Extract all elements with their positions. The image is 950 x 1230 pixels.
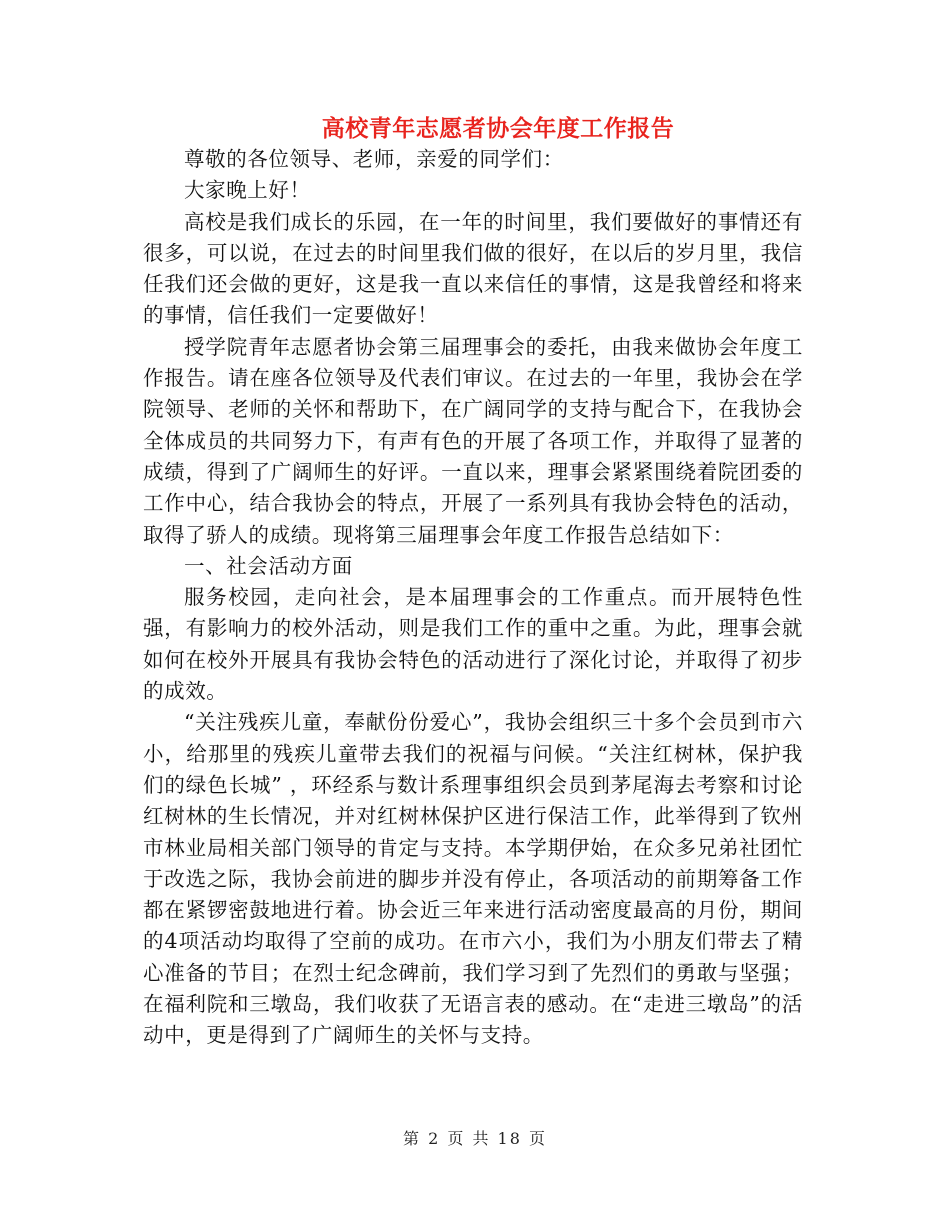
paragraph-report-overview: 授学院青年志愿者协会第三届理事会的委托，由我来做协会年度工作报告。请在座各位领导及代表们审议。在过去的一年里，我协会在学院领导、老师的关怀和帮助下，在广阔同学的支持与配合下，在我协会全体成员的共同努力下，有声有色的开展了各项工作，并取得了显著的成绩，得到了广阔师生的好评。一直以来，理事会紧紧围绕着院团委的工作中心，结合我协会的特点，开展了一系列具有我协会特色的活动，取得了骄人的成绩。现将第三届理事会年度工作报告总结如下： xyxy=(143,334,803,547)
paragraph-greeting: 大家晚上好！ xyxy=(184,178,311,203)
document-body xyxy=(143,144,803,1052)
paragraph-activities-detail: “关注残疾儿童，奉献份份爱心”，我协会组织三十多个会员到市六小，给那里的残疾儿童带去我们的祝福与问候。“关注红树林，保护我们的绿色长城” ，环经系与数计系理事组织会员到茅尾海去考察和讨论红树林的生长情况，并对红树林保护区进行保洁工作，此举得到了钦州市林业局相关部门领导的肯定与支持。本学期伊始，在众多兄弟社团忙于改选之际，我协会前进的脚步并没有停止，各项活动的前期筹备工作都在紧锣密鼓地进行着。协会近三年来进行活动密度最高的月份，期间的4项活动均取得了空前的成功。在市六小，我们为小朋友们带去了精心准备的节目；在烈士纪念碑前，我们学习到了先烈们的勇敢与坚强；在福利院和三墩岛，我们收获了无语言表的感动。在“走进三墩岛”的活动中，更是得到了广阔师生的关怀与支持。 xyxy=(143,710,803,1048)
paragraph-salutation: 尊敬的各位领导、老师，亲爱的同学们： xyxy=(184,147,564,171)
paragraph-intro: 高校是我们成长的乐园，在一年的时间里，我们要做好的事情还有很多，可以说，在过去的时间里我们做的很好，在以后的岁月里，我信任我们还会做的更好，这是我一直以来信任的事情，这是我曾经和将来的事情，信任我们一定要做好！ xyxy=(143,209,803,328)
document-title: 高校青年志愿者协会年度工作报告 xyxy=(321,115,675,142)
section-heading-social-activities: 一、社会活动方面 xyxy=(184,553,353,578)
page-number-footer: 第 2 页 共 18 页 xyxy=(403,1129,547,1148)
paragraph-social-focus: 服务校园，走向社会，是本届理事会的工作重点。而开展特色性强，有影响力的校外活动，则是我们工作的重中之重。为此，理事会就如何在校外开展具有我协会特色的活动进行了深化讨论，并取得了初步的成效。 xyxy=(143,585,803,704)
